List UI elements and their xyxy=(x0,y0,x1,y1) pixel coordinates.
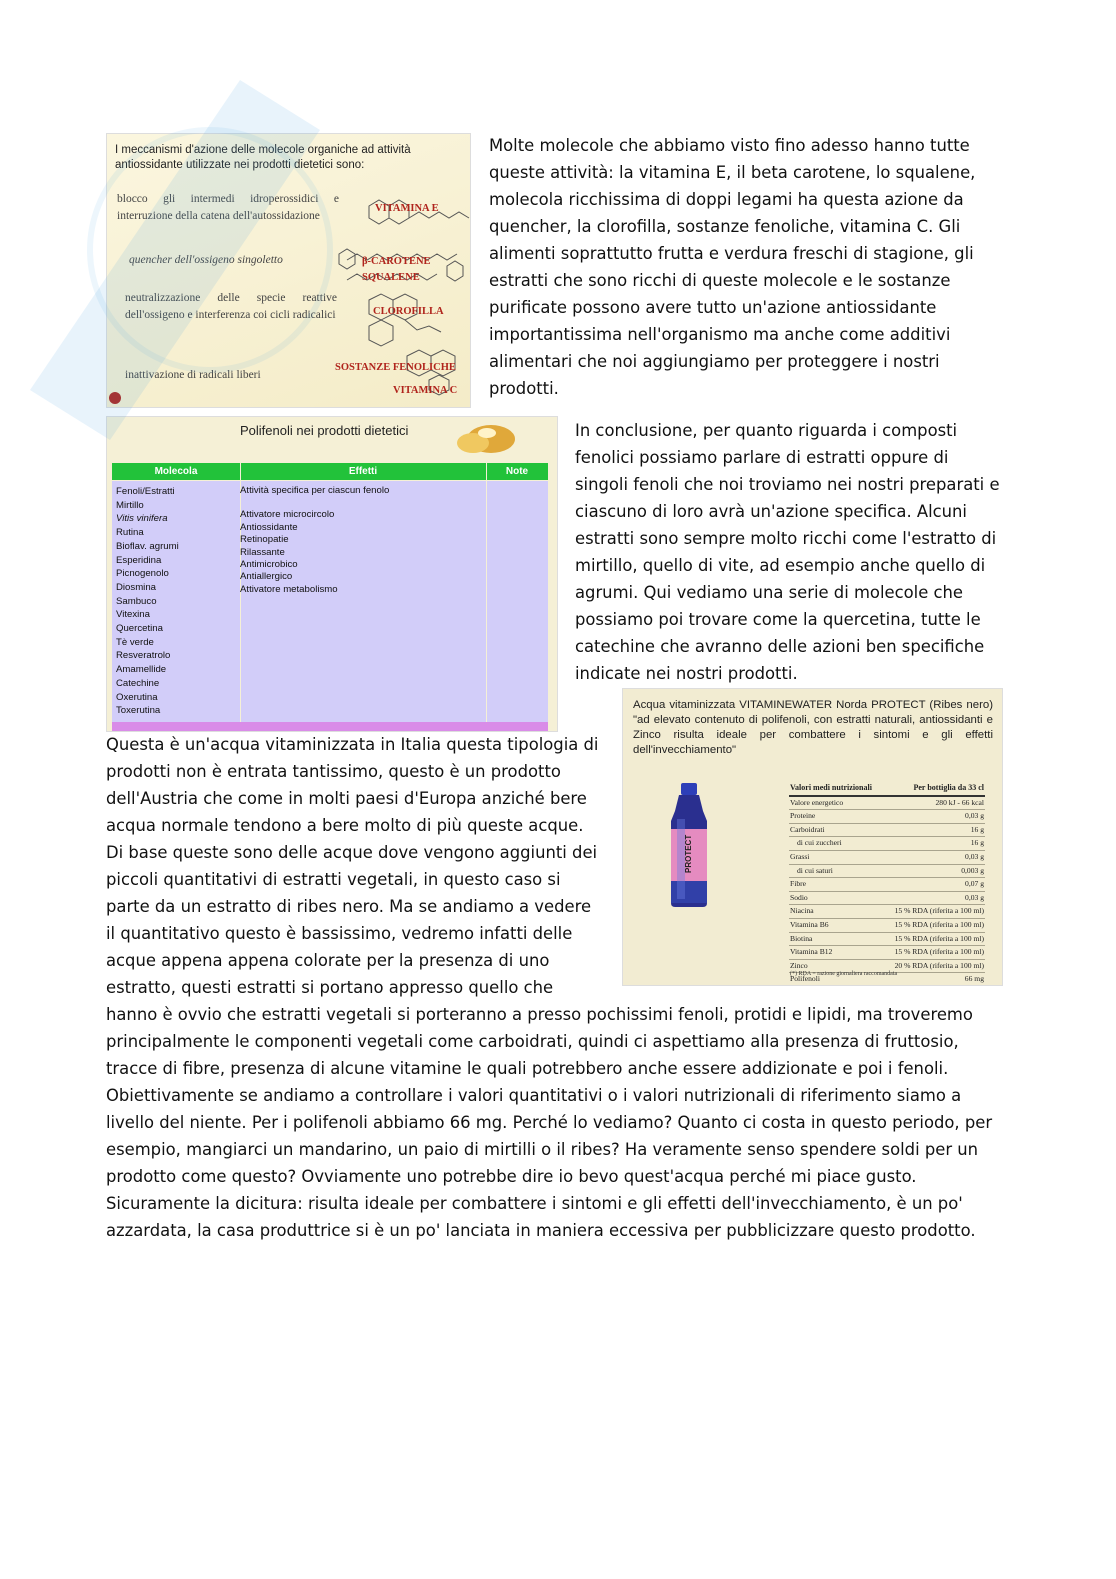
effects-column xyxy=(240,485,389,596)
nutrition-table-header: Valori medi nutrizionali Per bottiglia da 33 cl xyxy=(789,782,985,797)
molecule-cell: Mirtillo xyxy=(116,499,144,511)
nutrition-row: Valore energetico 280 kJ - 66 kcal xyxy=(789,797,985,811)
effect-cell: Rilassante xyxy=(240,546,285,558)
slide-polyphenols-table xyxy=(106,416,558,732)
molecule-cell: Quercetina xyxy=(116,623,163,635)
effect-cell: Retinopatie xyxy=(240,534,289,546)
molecule-cell: Diosmina xyxy=(116,581,156,593)
molecule-cell: Amamellide xyxy=(116,664,167,676)
table-header-row xyxy=(112,463,548,480)
molecule-label: β-CAROTENE xyxy=(362,256,431,267)
fruit-image xyxy=(451,419,517,457)
molecule-cell: Vitis vinifera xyxy=(116,513,168,525)
table-header-cell: Effetti xyxy=(348,466,378,477)
molecule-cell: Bioflav. agrumi xyxy=(116,540,179,552)
molecule-cell: Esperidina xyxy=(116,554,162,566)
molecule-label: SQUALENE xyxy=(362,272,420,283)
bottle-image xyxy=(661,781,717,909)
molecule-label: CLOROFILLA xyxy=(373,306,444,317)
nutrition-row: Vitamina B12 15 % RDA (riferita a 100 ml) xyxy=(789,946,985,960)
molecule-cell: Rutina xyxy=(116,527,144,539)
nutrition-row: Polifenoli 66 mg xyxy=(789,973,985,986)
table-divider xyxy=(486,463,487,725)
slide-title: I meccanismi d'azione delle molecole organiche ad attività antiossidante utilizzate nei prodotti dietetici sono: xyxy=(115,144,411,171)
molecule-cell: Catechine xyxy=(116,677,160,689)
effect-cell: Attivatore metabolismo xyxy=(240,583,338,595)
nutrition-row: di cui zuccheri 16 g xyxy=(789,837,985,851)
university-seal-icon xyxy=(109,392,121,404)
table-header-cell: Molecola xyxy=(154,466,198,477)
molecule-cell: Sambuco xyxy=(116,595,157,607)
paragraph-antioxidants: Molte molecole che abbiamo visto fino adesso hanno tutte queste attività: la vitamina E, il beta carotene, lo squalene, molecola ricchissima di doppi legami ha questa azione da quencher, la clorofilla, sostanze fenoliche, vitamina C. Gli alimenti soprattutto frutta e verdura freschi di stagione, gli estratti che sono ricchi di queste molecole e le sostanze purificate possono avere tutto un'azione antiossidante importantissima nell'organismo ma anche come additivi alimentari che noi aggiungiamo per proteggere i nostri prodotti. xyxy=(489,136,976,398)
nutrition-row: Carboidrati 16 g xyxy=(789,824,985,838)
mechanism-item: quencher dell'ossigeno singoletto xyxy=(129,254,283,266)
bottle-label: PROTECT xyxy=(684,834,693,873)
nutrition-row: Vitamina B6 15 % RDA (riferita a 100 ml) xyxy=(789,919,985,933)
effect-cell: Antiallergico xyxy=(240,571,293,583)
molecule-cell: Oxerutina xyxy=(116,691,158,703)
molecule-cell: Tè verde xyxy=(116,636,154,648)
molecule-cell: Picnogenolo xyxy=(116,568,169,580)
paragraph-vitaminwater-part2: hanno è ovvio che estratti vegetali si porteranno a presso pochissimi fenoli, protidi e lipidi, ma troveremo principalmente le componenti vegetali come carboidrati, quindi ci aspettiamo alla presenza di fruttosio, tracce di fibre, presenza di alcune vitamine le quali potrebbero anche essere addizionate e poi i fenoli. Obiettivamente se andiamo a controllare i valori quantitativi o i valori nutrizionali di riferimento siamo a livello del niente. Per i polifenoli abbiamo 66 mg. Perché lo vediamo? Quanto ci costa in questo periodo, per esempio, mangiarci un mandarino, un paio di mirtilli o il ribes? Ha veramente senso spendere soldi per un prodotto come questo? Ovviamente uno potrebbe dire io bevo quest'acqua perché mi piace gusto. Sicuramente la dicitura: risulta ideale per combattere i sintomi e gli effetti dell'invecchiamento, è un po' azzardata, la casa produttrice si è un po' lanciata in maniera eccessiva per pubblicizzare questo prodotto. xyxy=(106,1005,993,1240)
mechanism-item: inattivazione di radicali liberi xyxy=(125,369,261,381)
table-header-cell: Note xyxy=(505,466,529,477)
molecule-label: SOSTANZE FENOLICHE xyxy=(335,362,456,373)
molecule-cell: Fenoli/Estratti xyxy=(116,486,175,497)
product-heading: Acqua vitaminizzata VITAMINEWATER Norda PROTECT (Ribes nero) "ad elevato contenuto di polifenoli, con estratti naturali, antiossidanti e Zinco risulta ideale per combattere i sintomi e gli effetti dell'invecchiamento" xyxy=(633,699,993,756)
nutrition-row: Niacina 15 % RDA (riferita a 100 ml) xyxy=(789,905,985,919)
nutrition-row: Biotina 15 % RDA (riferita a 100 ml) xyxy=(789,933,985,947)
nutrition-row: Fibre 0,07 g xyxy=(789,878,985,892)
molecule-cell: Vitexina xyxy=(116,609,150,621)
molecule-label: VITAMINA E xyxy=(375,203,439,214)
molecule-column xyxy=(116,485,179,718)
rda-footnote: (*) RDA = razione giornaliera raccomandata xyxy=(790,971,898,977)
nutrition-row: Proteine 0,03 g xyxy=(789,810,985,824)
paragraph-phenolic-compounds: In conclusione, per quanto riguarda i composti fenolici possiamo parlare di estratti oppure di singoli fenoli che noi troviamo nei nostri preparati e ciascuno di loro avrà un'azione specifica. Alcuni estratti sono sempre molto ricchi come l'estratto di mirtillo, quello di vite, ad esempio anche quello di agrumi. Qui vediamo una serie di molecole che possiamo poi trovare come la quercetina, tutte le catechine che avranno delle azioni ben specifiche indicate nei nostri prodotti. xyxy=(575,421,1000,683)
slide-title: Polifenoli nei prodotti dietetici xyxy=(240,423,409,438)
nutrition-row: di cui saturi 0,003 g xyxy=(789,865,985,879)
nutrition-row: Grassi 0,03 g xyxy=(789,851,985,865)
nutrition-table xyxy=(789,782,985,986)
effect-cell: Antiossidante xyxy=(240,521,298,533)
molecule-label: VITAMINA C xyxy=(393,385,458,396)
mechanism-item: blocco gli intermedi idroperossidici e interruzione della catena dell'autossidazione xyxy=(117,193,339,222)
paragraph-vitaminwater-part1: Questa è un'acqua vitaminizzata in Italia questa tipologia di prodotti non è entrata tantissimo, questo è un prodotto dell'Austria che come in molti paesi d'Europa anziché bere acqua normale tendono a bere molto di più queste acque. Di base queste sono delle acque dove vengono aggiunti dei piccoli quantitativi di estratti vegetali, in questo caso si parte da un estratto di ribes nero. Ma se andiamo a vedere il quantitativo questo è bassissimo, vedremo infatti delle acque appena appena colorate per la presenza di uno estratto, questi estratti si portano appresso quello che xyxy=(106,735,599,997)
slide-antioxidant-mechanisms xyxy=(106,133,471,408)
effect-cell: Attivatore microcircolo xyxy=(240,509,335,521)
effects-intro: Attività specifica per ciascun fenolo xyxy=(240,485,390,496)
mechanism-item: neutralizzazione delle specie reattive dell'ossigeno e interferenza coi cicli radicalici xyxy=(125,292,337,321)
effect-cell: Antimicrobico xyxy=(240,559,298,571)
molecule-cell: Resveratrolo xyxy=(116,650,171,662)
nutrition-row: Zinco 20 % RDA (riferita a 100 ml) xyxy=(789,960,985,974)
molecule-cell: Toxerutina xyxy=(116,705,161,717)
slide-vitaminwater-nutrition xyxy=(622,688,1003,986)
nutrition-row: Sodio 0,03 g xyxy=(789,892,985,906)
